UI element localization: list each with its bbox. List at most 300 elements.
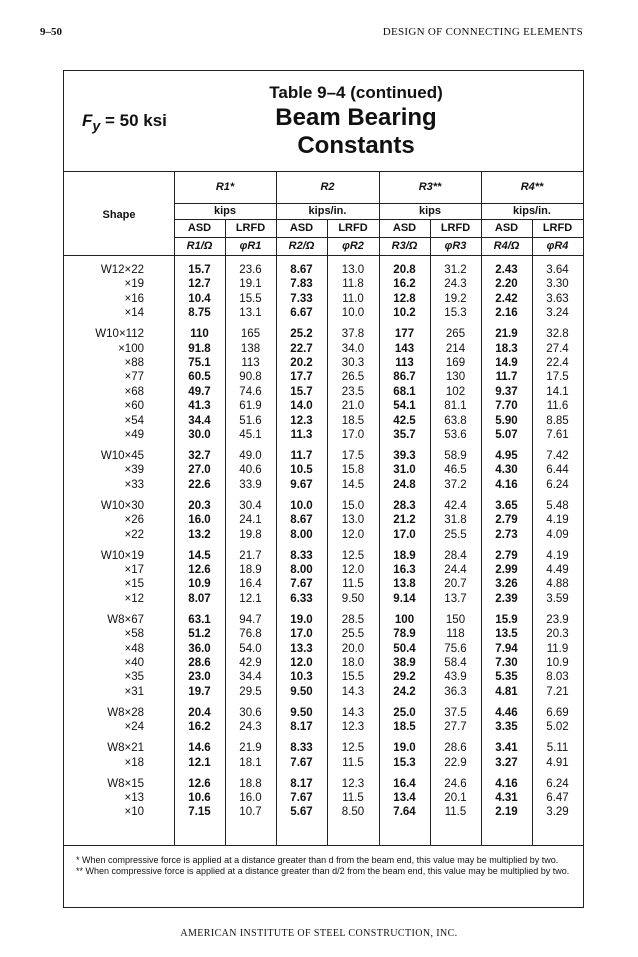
value-cell: 8.00 [290, 564, 313, 576]
shape-cell: ×33 [124, 478, 144, 491]
shape-cell: ×18 [124, 756, 144, 769]
value-cell: 8.33 [290, 549, 313, 562]
value-cell: 13.2 [188, 528, 211, 541]
group-label-2: R2 [320, 181, 335, 193]
value-cell: 78.9 [393, 628, 416, 641]
value-cell: 8.75 [188, 307, 211, 320]
value-cell: 102 [445, 385, 466, 398]
value-cell: 38.9 [393, 657, 416, 669]
value-cell: 27.7 [444, 721, 467, 734]
value-cell: 22.7 [290, 342, 313, 355]
shape-cell: W8×21 [107, 742, 144, 755]
shape-header: Shape [102, 209, 136, 221]
value-cell: 34.4 [239, 671, 262, 684]
value-cell: 21.7 [239, 549, 262, 562]
unit-label-1: kips [213, 205, 236, 217]
shape-cell: ×26 [124, 514, 144, 527]
value-cell: 17.0 [393, 528, 416, 541]
value-cell: 138 [240, 342, 261, 355]
value-cell: 43.9 [444, 671, 467, 684]
section-title: DESIGN OF CONNECTING ELEMENTS [382, 26, 583, 38]
value-cell: 14.3 [341, 706, 365, 719]
symbol-label: R3/Ω [391, 240, 418, 252]
value-cell: 31.2 [444, 264, 467, 276]
group-label-4: R4** [520, 181, 544, 193]
value-cell: 17.5 [546, 371, 569, 384]
table-title-line2: Constants [297, 132, 415, 159]
value-cell: 13.8 [393, 578, 416, 591]
shape-cell: ×10 [124, 806, 144, 819]
value-cell: 15.3 [444, 307, 467, 320]
value-cell: 6.69 [546, 706, 569, 719]
value-cell: 19.2 [444, 292, 467, 305]
value-cell: 10.7 [239, 806, 262, 819]
shape-cell: W8×67 [107, 613, 144, 626]
value-cell: 4.09 [546, 528, 569, 541]
value-cell: 6.44 [546, 464, 569, 477]
value-cell: 31.0 [393, 464, 416, 477]
value-cell: 14.0 [290, 400, 313, 413]
value-cell: 4.91 [546, 756, 569, 769]
value-cell: 13.7 [444, 592, 467, 605]
value-cell: 94.7 [239, 613, 262, 626]
value-cell: 13.0 [341, 514, 365, 527]
value-cell: 4.49 [546, 564, 569, 576]
value-cell: 4.46 [495, 706, 518, 719]
symbol-label: φR3 [444, 240, 467, 252]
footnotes [76, 855, 573, 877]
value-cell: 12.1 [239, 592, 262, 605]
value-cell: 37.2 [444, 478, 467, 491]
value-cell: 4.95 [495, 450, 518, 462]
value-cell: 42.5 [393, 414, 416, 427]
value-cell: 169 [445, 357, 466, 369]
shape-cell: ×17 [124, 564, 144, 576]
value-cell: 25.0 [393, 706, 416, 719]
value-cell: 16.0 [239, 792, 262, 804]
table-title [64, 104, 583, 160]
value-cell: 100 [394, 613, 415, 626]
value-cell: 15.3 [393, 756, 416, 769]
value-cell: 2.79 [495, 549, 518, 562]
value-cell: 42.4 [444, 499, 467, 512]
value-cell: 150 [445, 613, 466, 626]
value-cell: 32.8 [546, 328, 569, 341]
value-cell: 29.5 [239, 685, 262, 698]
value-cell: 25.2 [290, 328, 313, 341]
value-cell: 24.3 [444, 278, 467, 291]
value-cell: 18.5 [341, 414, 365, 427]
value-cell: 21.0 [341, 400, 365, 413]
value-cell: 15.0 [341, 499, 365, 512]
value-cell: 40.6 [239, 464, 262, 477]
value-cell: 37.8 [341, 328, 365, 341]
value-cell: 15.5 [341, 671, 365, 684]
value-cell: 8.85 [546, 414, 569, 427]
value-cell: 61.9 [239, 400, 262, 413]
value-cell: 30.0 [188, 429, 211, 441]
value-cell: 25.5 [341, 628, 365, 641]
value-cell: 75.1 [188, 357, 211, 369]
value-cell: 3.65 [495, 499, 518, 512]
value-cell: 5.11 [546, 742, 569, 755]
value-cell: 51.2 [188, 628, 211, 641]
value-cell: 81.1 [444, 400, 467, 413]
value-cell: 53.6 [444, 429, 467, 441]
value-cell: 36.3 [444, 685, 467, 698]
value-cell: 11.9 [546, 642, 569, 655]
page-number: 9–50 [40, 26, 62, 38]
value-cell: 42.9 [239, 657, 262, 669]
value-cell: 14.5 [188, 549, 211, 562]
value-cell: 29.2 [393, 671, 416, 684]
value-cell: 63.1 [188, 613, 211, 626]
shape-cell: W10×19 [100, 549, 144, 562]
shape-cell: ×24 [124, 721, 144, 734]
value-cell: 76.8 [239, 628, 262, 641]
method-label: ASD [494, 222, 519, 234]
value-cell: 18.0 [341, 657, 365, 669]
value-cell: 12.6 [188, 564, 211, 576]
value-cell: 7.21 [546, 685, 569, 698]
value-cell: 17.0 [341, 429, 365, 441]
value-cell: 10.9 [546, 657, 569, 669]
value-cell: 16.0 [188, 514, 211, 527]
value-cell: 10.4 [188, 292, 211, 305]
value-cell: 21.9 [495, 328, 518, 341]
value-cell: 7.67 [290, 792, 313, 804]
shape-cell: ×22 [124, 528, 144, 541]
shape-cell: ×68 [124, 385, 144, 398]
value-cell: 7.70 [495, 400, 518, 413]
value-cell: 20.2 [290, 357, 313, 369]
value-cell: 3.29 [546, 806, 569, 819]
value-cell: 9.37 [495, 385, 518, 398]
value-cell: 2.99 [495, 564, 518, 576]
value-cell: 9.50 [290, 706, 313, 719]
value-cell: 75.6 [444, 642, 467, 655]
value-cell: 7.42 [546, 450, 569, 462]
shape-cell: ×54 [124, 414, 144, 427]
shape-cell: ×49 [124, 429, 144, 441]
value-cell: 63.8 [444, 414, 467, 427]
value-cell: 8.50 [341, 806, 365, 819]
shape-cell: ×88 [124, 357, 144, 369]
value-cell: 7.30 [495, 657, 518, 669]
value-cell: 10.5 [290, 464, 313, 477]
value-cell: 7.94 [495, 642, 518, 655]
value-cell: 31.8 [444, 514, 467, 527]
method-label: LRFD [235, 222, 266, 234]
value-cell: 12.3 [341, 721, 365, 734]
value-cell: 9.50 [290, 685, 313, 698]
value-cell: 60.5 [188, 371, 211, 384]
unit-label-4: kips/in. [513, 205, 551, 217]
value-cell: 6.24 [546, 478, 569, 491]
value-cell: 4.19 [546, 549, 569, 562]
value-cell: 177 [394, 328, 415, 341]
value-cell: 7.83 [290, 278, 313, 291]
value-cell: 12.3 [290, 414, 313, 427]
value-cell: 58.4 [444, 657, 467, 669]
value-cell: 12.5 [341, 549, 365, 562]
value-cell: 11.6 [546, 400, 569, 413]
value-cell: 20.8 [393, 264, 416, 276]
value-cell: 2.39 [495, 592, 518, 605]
value-cell: 130 [445, 371, 466, 384]
value-cell: 5.67 [290, 806, 313, 819]
value-cell: 23.9 [546, 613, 569, 626]
symbol-label: φR2 [342, 240, 364, 252]
value-cell: 86.7 [393, 371, 416, 384]
shape-cell: W10×112 [95, 328, 144, 341]
value-cell: 28.6 [188, 657, 211, 669]
shape-cell: ×12 [124, 592, 144, 605]
value-cell: 21.2 [393, 514, 416, 527]
value-cell: 20.3 [188, 499, 211, 512]
shape-cell: ×77 [124, 371, 144, 384]
value-cell: 54.1 [393, 400, 416, 413]
value-cell: 12.7 [188, 278, 211, 291]
value-cell: 4.88 [546, 578, 569, 591]
value-cell: 19.1 [239, 278, 262, 291]
value-cell: 2.43 [495, 264, 518, 276]
value-cell: 49.0 [239, 450, 262, 462]
method-label: ASD [392, 222, 417, 234]
value-cell: 24.1 [239, 514, 262, 527]
value-cell: 3.30 [546, 278, 569, 291]
value-cell: 5.07 [495, 429, 518, 441]
value-cell: 6.24 [546, 777, 569, 790]
value-cell: 50.4 [393, 642, 416, 655]
shape-cell: ×60 [124, 400, 144, 413]
symbol-label: R1/Ω [186, 240, 213, 252]
value-cell: 23.0 [188, 671, 211, 684]
symbol-label: φR1 [239, 240, 262, 252]
shape-cell: ×39 [124, 464, 144, 477]
value-cell: 18.9 [393, 549, 416, 562]
value-cell: 25.5 [444, 528, 467, 541]
value-cell: 7.15 [188, 806, 211, 819]
value-cell: 49.7 [188, 385, 211, 398]
value-cell: 13.0 [341, 264, 365, 276]
value-cell: 7.67 [290, 578, 313, 591]
value-cell: 11.8 [342, 278, 364, 291]
value-cell: 16.3 [393, 564, 416, 576]
value-cell: 13.5 [495, 628, 518, 641]
value-cell: 15.8 [341, 464, 365, 477]
fy-label: $F_y = 50$ ksi [82, 111, 167, 135]
value-cell: 8.17 [290, 721, 313, 734]
value-cell: 39.3 [393, 450, 416, 462]
value-cell: 12.0 [290, 657, 313, 669]
value-cell: 21.9 [239, 742, 262, 755]
value-cell: 12.8 [393, 292, 416, 305]
table-bottom-rule [64, 845, 583, 846]
value-cell: 5.02 [546, 721, 569, 734]
value-cell: 74.6 [239, 385, 262, 398]
value-cell: 12.5 [341, 742, 365, 755]
group-label-3: R3** [418, 181, 442, 193]
value-cell: 7.33 [290, 292, 313, 305]
value-cell: 19.0 [290, 613, 313, 626]
shape-cell: ×14 [124, 307, 144, 320]
value-cell: 16.2 [188, 721, 211, 734]
value-cell: 24.8 [393, 478, 416, 491]
value-cell: 37.5 [444, 706, 467, 719]
value-cell: 12.6 [188, 777, 211, 790]
value-cell: 9.50 [341, 592, 365, 605]
value-cell: 265 [445, 328, 466, 341]
value-cell: 27.4 [546, 342, 569, 355]
value-cell: 8.17 [290, 777, 313, 790]
running-head [40, 26, 583, 42]
value-cell: 30.6 [239, 706, 262, 719]
value-cell: 20.3 [546, 628, 569, 641]
shape-cell: W12×22 [100, 264, 144, 276]
value-cell: 14.9 [495, 357, 518, 369]
value-cell: 36.0 [188, 642, 211, 655]
value-cell: 26.5 [341, 371, 365, 384]
value-cell: 22.9 [444, 756, 467, 769]
value-cell: 18.3 [495, 342, 518, 355]
page-footer: AMERICAN INSTITUTE OF STEEL CONSTRUCTION, INC. [180, 928, 458, 939]
value-cell: 17.5 [341, 450, 365, 462]
value-cell: 11.5 [342, 756, 364, 769]
value-cell: 46.5 [444, 464, 467, 477]
value-cell: 17.7 [290, 371, 313, 384]
value-cell: 15.9 [495, 613, 518, 626]
value-cell: 113 [241, 357, 260, 369]
value-cell: 165 [240, 328, 261, 341]
shape-cell: W10×30 [100, 499, 144, 512]
value-cell: 10.0 [341, 307, 365, 320]
value-cell: 214 [445, 342, 466, 355]
unit-label-2: kips/in. [308, 205, 347, 217]
value-cell: 3.24 [546, 307, 569, 320]
value-cell: 7.67 [290, 756, 313, 769]
shape-cell: ×35 [124, 671, 144, 684]
method-label: ASD [187, 222, 212, 234]
value-cell: 20.4 [188, 706, 211, 719]
shape-cell: ×15 [124, 578, 144, 591]
value-cell: 3.41 [495, 742, 518, 755]
value-cell: 28.3 [393, 499, 416, 512]
shape-cell: ×48 [124, 642, 144, 655]
value-cell: 16.2 [393, 278, 416, 291]
value-cell: 10.2 [393, 307, 416, 320]
value-cell: 14.1 [546, 385, 569, 398]
value-cell: 11.5 [444, 806, 467, 819]
value-cell: 6.67 [290, 307, 313, 320]
value-cell: 11.5 [342, 792, 364, 804]
footnote-1: * When compressive force is applied at a distance greater than d from the beam end, this value may be multiplied by two. [76, 855, 559, 865]
value-cell: 10.0 [290, 499, 313, 512]
value-cell: 13.4 [393, 792, 416, 804]
value-cell: 22.4 [546, 357, 569, 369]
value-cell: 3.59 [546, 592, 569, 605]
value-cell: 15.5 [239, 292, 262, 305]
value-cell: 68.1 [393, 385, 416, 398]
table-number: Table 9–4 (continued) [269, 83, 443, 102]
value-cell: 3.27 [495, 756, 518, 769]
value-cell: 9.14 [393, 592, 416, 605]
value-cell: 30.4 [239, 499, 262, 512]
value-cell: 20.7 [444, 578, 467, 591]
value-cell: 91.8 [188, 342, 211, 355]
value-cell: 2.79 [495, 514, 518, 527]
value-cell: 18.8 [239, 777, 262, 790]
shape-cell: ×58 [124, 628, 144, 641]
value-cell: 2.42 [495, 292, 518, 305]
value-cell: 8.07 [188, 592, 211, 605]
value-cell: 9.67 [290, 478, 313, 491]
shape-cell: ×100 [118, 342, 144, 355]
table-title-line1: Beam Bearing [275, 104, 437, 131]
value-cell: 3.64 [546, 264, 569, 276]
value-cell: 8.67 [290, 264, 313, 276]
value-cell: 18.1 [239, 756, 262, 769]
value-cell: 15.7 [188, 264, 211, 276]
method-label: LRFD [440, 222, 471, 234]
value-cell: 3.35 [495, 721, 518, 734]
value-cell: 8.33 [290, 742, 313, 755]
method-label: LRFD [338, 222, 368, 234]
shape-cell: W10×45 [100, 450, 144, 462]
value-cell: 12.3 [341, 777, 365, 790]
title-block [64, 71, 583, 172]
value-cell: 7.64 [393, 806, 416, 819]
value-cell: 19.7 [188, 685, 211, 698]
value-cell: 10.9 [188, 578, 211, 591]
value-cell: 90.8 [239, 371, 262, 384]
value-cell: 2.19 [495, 806, 518, 819]
value-cell: 20.0 [341, 642, 365, 655]
value-cell: 16.4 [393, 777, 416, 790]
value-cell: 4.19 [546, 514, 569, 527]
value-cell: 17.0 [290, 628, 313, 641]
value-cell: 51.6 [239, 414, 262, 427]
value-cell: 12.0 [341, 564, 365, 576]
value-cell: 8.67 [290, 514, 313, 527]
unit-label-3: kips [418, 205, 441, 217]
value-cell: 22.6 [188, 478, 211, 491]
value-cell: 11.3 [290, 429, 313, 441]
table-frame [63, 70, 584, 908]
method-label: ASD [289, 222, 314, 234]
value-cell: 3.26 [495, 578, 518, 591]
value-cell: 23.5 [341, 385, 365, 398]
value-cell: 19.8 [239, 528, 262, 541]
symbol-label: φR4 [546, 240, 569, 252]
value-cell: 35.7 [393, 429, 416, 441]
value-cell: 143 [394, 342, 415, 355]
value-cell: 19.0 [393, 742, 416, 755]
value-cell: 24.6 [444, 777, 467, 790]
group-label-1: R1* [215, 181, 235, 193]
value-cell: 4.16 [495, 777, 518, 790]
value-cell: 13.1 [239, 307, 262, 320]
value-cell: 28.6 [444, 742, 467, 755]
shape-cell: ×19 [124, 278, 144, 291]
value-cell: 24.3 [239, 721, 262, 734]
header-rule-body [64, 255, 583, 256]
value-cell: 45.1 [239, 429, 262, 441]
shape-cell: ×40 [124, 657, 144, 669]
value-cell: 41.3 [188, 400, 211, 413]
value-cell: 11.0 [342, 292, 364, 305]
value-cell: 13.3 [290, 642, 313, 655]
